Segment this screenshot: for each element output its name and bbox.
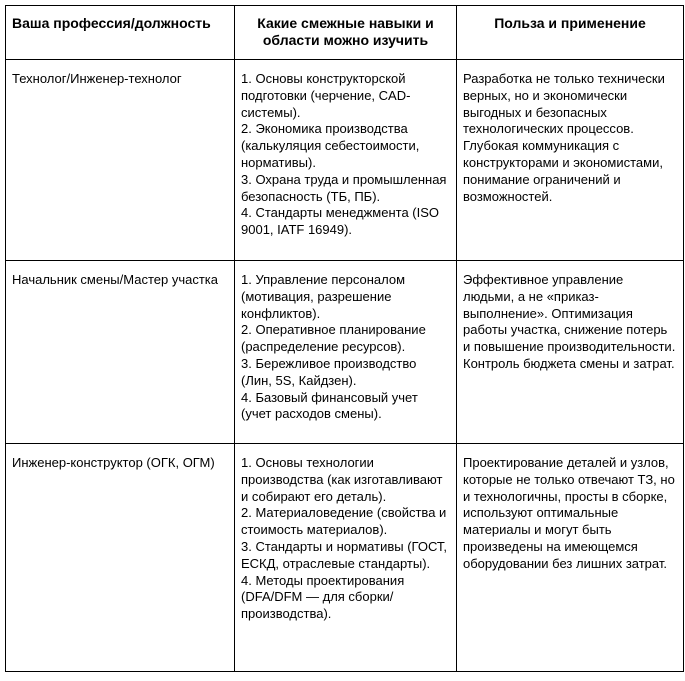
table-row xyxy=(6,261,684,444)
skill-item: 4. Методы проектирования (DFA/DFM — для сборки/производства). xyxy=(241,572,405,622)
skill-item: 2. Оперативное планирование (распределение ресурсов). xyxy=(241,322,426,355)
profession-cell: Технолог/Инженер-технолог xyxy=(6,60,235,261)
table-header-row xyxy=(6,6,684,60)
benefit-cell: Разработка не только технически верных, но и экономически выгодных и безопасных технологических процессов. Глубокая коммуникация с конструкторами и экономистами, понимание ограничений и возможностей. xyxy=(457,60,684,261)
table-row xyxy=(6,60,684,261)
skills-cell xyxy=(235,60,457,261)
skill-item: 4. Базовый финансовый учет (учет расходов смены). xyxy=(241,389,418,422)
skill-item: 1. Основы технологии производства (как изготавливают и собирают его деталь). xyxy=(241,455,443,504)
professions-table xyxy=(5,5,684,672)
skill-item: 2. Экономика производства (калькуляция себестоимости, нормативы). xyxy=(241,121,420,170)
skill-item: 4. Стандарты менеджмента (ISO 9001, IATF 16949). xyxy=(241,205,440,238)
skill-item: 2. Материаловедение (свойства и стоимость материалов). xyxy=(241,505,447,538)
skill-item: 3. Охрана труда и промышленная безопасность (ТБ, ПБ). xyxy=(241,171,447,204)
profession-cell: Инженер-конструктор (ОГК, ОГМ) xyxy=(6,444,235,672)
table-row xyxy=(6,444,684,672)
header-profession: Ваша профессия/должность xyxy=(6,6,235,60)
profession-cell: Начальник смены/Мастер участка xyxy=(6,261,235,444)
skill-item: 3. Стандарты и нормативы (ГОСТ, ЕСКД, отраслевые стандарты). xyxy=(241,538,448,571)
skill-item: 1. Управление персоналом (мотивация, разрешение конфликтов). xyxy=(241,272,406,321)
header-benefit: Польза и применение xyxy=(457,6,684,60)
header-skills: Какие смежные навыки и области можно изучить xyxy=(235,6,457,60)
skill-item: 1. Основы конструкторской подготовки (черчение, CAD-системы). xyxy=(241,71,411,120)
skills-cell xyxy=(235,261,457,444)
skill-item: 3. Бережливое производство (Лин, 5S, Кайдзен). xyxy=(241,355,417,388)
skills-cell xyxy=(235,444,457,672)
benefit-cell: Эффективное управление людьми, а не «приказ-выполнение». Оптимизация работы участка, снижение потерь и повышение производительности. Контроль бюджета смены и затрат. xyxy=(457,261,684,444)
benefit-cell: Проектирование деталей и узлов, которые не только отвечают ТЗ, но и технологичны, просты в сборке, используют оптимальные материалы и могут быть произведены на имеющемся оборудовании без лишних затрат. xyxy=(457,444,684,672)
